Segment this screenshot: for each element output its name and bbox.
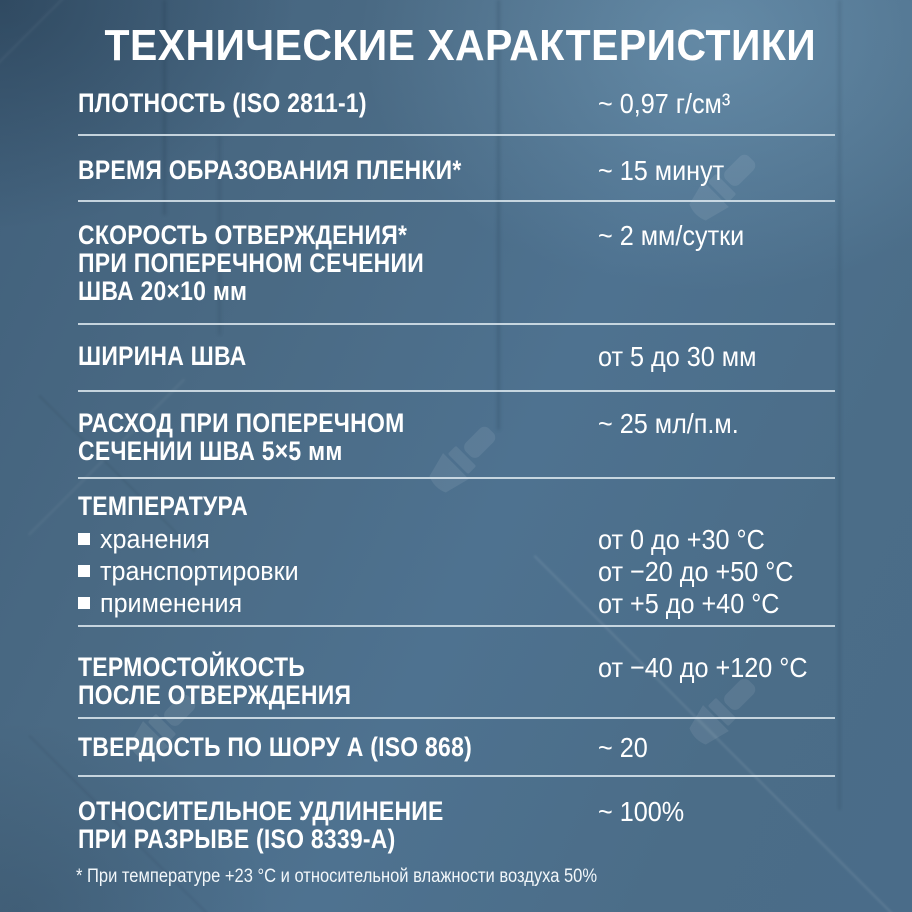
spec-row-density — [78, 89, 835, 117]
spec-value: ~ 20 — [598, 732, 648, 763]
spec-row-curing-speed — [78, 221, 835, 305]
tile-seam — [0, 0, 80, 81]
spec-row-joint-width — [78, 342, 835, 370]
tile-seam — [838, 0, 841, 810]
spec-value: от −40 до +120 °C — [598, 652, 808, 683]
spec-label: ОТНОСИТЕЛЬНОЕ УДЛИНЕНИЕ ПРИ РАЗРЫВЕ (ISO 8339-A) — [78, 796, 444, 854]
bullet-square-icon — [78, 533, 90, 545]
bullet-square-icon — [78, 565, 90, 577]
temperature-item-transport — [78, 556, 835, 587]
temperature-item-name: транспортировки — [100, 556, 299, 586]
spec-row-shore-hardness — [78, 733, 835, 761]
spec-row-heat-resistance — [78, 653, 835, 709]
spec-value: ~ 25 мл/п.м. — [598, 408, 739, 439]
temperature-item-value: от +5 до +40 °C — [598, 588, 780, 619]
spec-value: ~ 2 мм/сутки — [598, 220, 745, 251]
footnote: * При температуре +23 °C и относительной влажности воздуха 50% — [76, 866, 598, 887]
spec-label: ТЕМПЕРАТУРА — [78, 491, 248, 521]
spec-value: ~ 15 минут — [598, 155, 725, 186]
spec-value: от 5 до 30 мм — [598, 341, 757, 372]
spec-label: ТВЕРДОСТЬ ПО ШОРУ А (ISO 868) — [78, 732, 472, 762]
bullet-square-icon — [78, 597, 90, 609]
spec-row-elongation — [78, 797, 835, 853]
temperature-item-value: от 0 до +30 °C — [598, 524, 765, 555]
temperature-item-name: хранения — [100, 524, 210, 554]
spec-value: ~ 0,97 г/см³ — [598, 88, 731, 119]
spec-row-temperature — [78, 492, 835, 520]
spec-value: ~ 100% — [598, 796, 685, 827]
spec-content — [78, 0, 835, 912]
spec-label: ШИРИНА ШВА — [78, 341, 247, 371]
spec-row-consumption — [78, 409, 835, 465]
spec-label: РАСХОД ПРИ ПОПЕРЕЧНОМ СЕЧЕНИИ ШВА 5×5 мм — [78, 408, 405, 466]
spec-label: ВРЕМЯ ОБРАЗОВАНИЯ ПЛЕНКИ* — [78, 155, 462, 185]
spec-label: ПЛОТНОСТЬ (ISO 2811-1) — [78, 88, 367, 118]
spec-label: СКОРОСТЬ ОТВЕРЖДЕНИЯ* ПРИ ПОПЕРЕЧНОМ СЕЧЕНИИ ШВА 20×10 мм — [78, 220, 424, 306]
temperature-item-name: применения — [100, 588, 243, 618]
temperature-item-storage — [78, 524, 835, 555]
spec-label: ТЕРМОСТОЙКОСТЬ ПОСЛЕ ОТВЕРЖДЕНИЯ — [78, 652, 352, 710]
page-title: ТЕХНИЧЕСКИЕ ХАРАКТЕРИСТИКИ — [104, 21, 817, 70]
spec-row-film-time — [78, 156, 835, 184]
temperature-item-value: от −20 до +50 °C — [598, 556, 794, 587]
temperature-item-application — [78, 588, 835, 619]
